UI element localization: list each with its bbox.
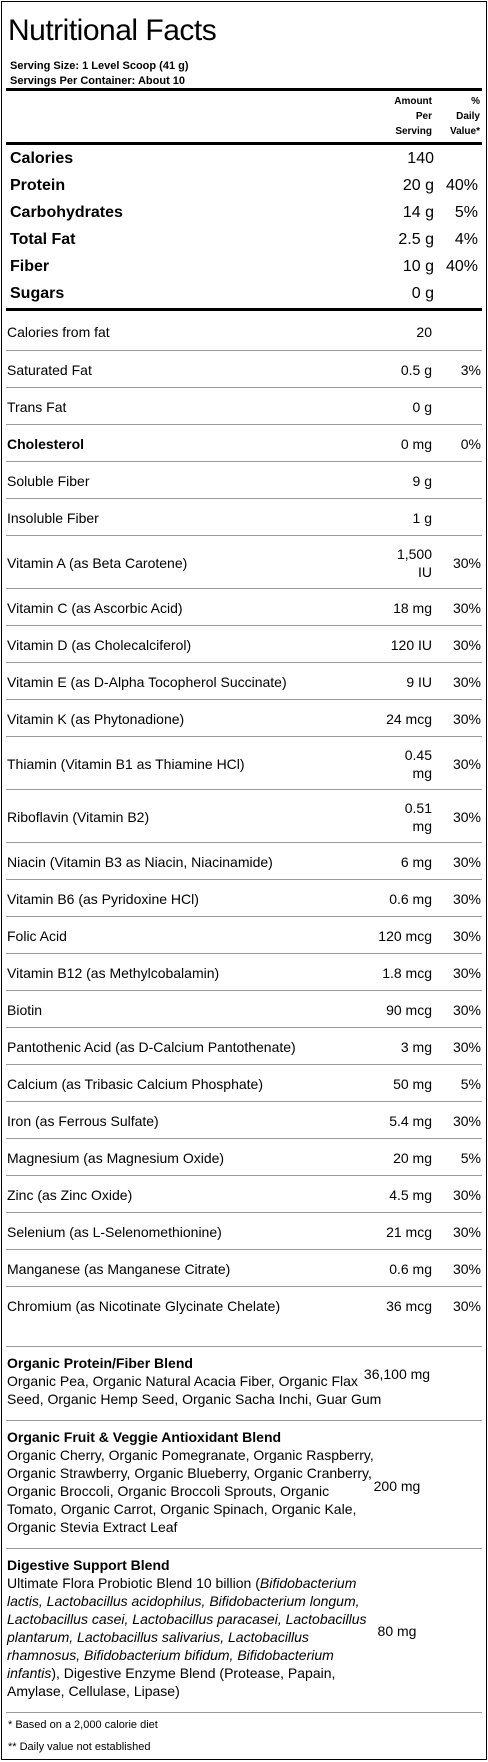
nutrient-daily-value: 3% xyxy=(460,362,481,378)
blend-ingredients xyxy=(7,1446,387,1536)
amount-per-serving-header xyxy=(372,94,432,139)
macro-row xyxy=(6,201,482,228)
nutrient-row xyxy=(6,535,482,589)
blend-italic-text: rhamnosus, Bifidobacterium bifidum, Bifidobacterium xyxy=(7,1647,334,1663)
nutrient-daily-value: 30% xyxy=(452,600,481,616)
macro-label: Fiber xyxy=(10,258,50,275)
nutrient-amount: 9 g xyxy=(412,473,432,489)
nutrient-label: Iron (as Ferrous Sulfate) xyxy=(7,1113,159,1129)
nutrient-amount: 4.5 mg xyxy=(389,1187,432,1203)
nutrient-label: Soluble Fiber xyxy=(7,473,90,489)
macro-amount: 20 g xyxy=(402,177,434,194)
nutrient-amount: 0 mg xyxy=(400,436,432,452)
nutrient-amount: 0.6 mg xyxy=(389,1261,432,1277)
nutrient-row xyxy=(6,1027,482,1065)
blend-ingredient-line xyxy=(7,1574,387,1592)
nutrient-row xyxy=(6,498,482,536)
nutrient-row xyxy=(6,1175,482,1213)
nutrient-label: Zinc (as Zinc Oxide) xyxy=(7,1187,133,1203)
nutrient-label: Vitamin K (as Phytonadione) xyxy=(7,711,185,727)
nutrient-label: Folic Acid xyxy=(7,928,67,944)
nutrient-amount-unit: mg xyxy=(412,765,432,781)
nutrient-daily-value: 30% xyxy=(452,674,481,690)
blend-text: ), Digestive Enzyme Blend (Protease, Papain, xyxy=(51,1665,336,1681)
nutrient-daily-value: 30% xyxy=(452,1298,481,1314)
nutrient-label: Selenium (as L-Selenomethionine) xyxy=(7,1224,222,1240)
nutrient-label: Vitamin D (as Cholecalciferol) xyxy=(7,637,192,653)
macro-row xyxy=(6,174,482,201)
nutrient-daily-value: 5% xyxy=(460,1076,481,1092)
nutrient-daily-value: 30% xyxy=(452,1039,481,1055)
blend-ingredient-line: Organic Broccoli, Organic Broccoli Sprouts, Organic xyxy=(7,1483,330,1499)
nutrient-row xyxy=(6,789,482,843)
nutrient-row xyxy=(6,842,482,880)
nutrient-row xyxy=(6,736,482,790)
nutrient-row xyxy=(6,662,482,700)
footnote: * Based on a 2,000 calorie diet xyxy=(8,1719,158,1731)
footnote-divider xyxy=(6,1712,482,1713)
nutrient-daily-value: 5% xyxy=(460,1150,481,1166)
nutrient-amount: 120 mcg xyxy=(378,928,432,944)
nutrient-label: Insoluble Fiber xyxy=(7,510,99,526)
macro-row xyxy=(6,282,482,309)
blend-italic-text: Bifidobacterium xyxy=(259,1575,357,1591)
macro-label: Calories xyxy=(10,150,74,167)
nutrient-amount: 5.4 mg xyxy=(389,1113,432,1129)
blend-italic-text: Lactobacillus casei, Lactobacillus paracasei, Lactobacillus xyxy=(7,1611,367,1627)
nutrient-label: Vitamin B6 (as Pyridoxine HCl) xyxy=(7,891,199,907)
macro-label: Sugars xyxy=(10,285,65,302)
blend-row xyxy=(6,1420,482,1549)
thick-divider-header xyxy=(6,142,482,145)
dv-header-line: % xyxy=(471,96,480,107)
nutrient-row xyxy=(6,699,482,737)
nutrient-amount: 0 g xyxy=(412,399,432,415)
nutrient-amount: 120 IU xyxy=(390,637,432,653)
panel-title: Nutritional Facts xyxy=(8,14,217,47)
nutrient-daily-value: 30% xyxy=(452,711,481,727)
nutrient-label: Pantothenic Acid (as D-Calcium Pantothenate) xyxy=(7,1039,296,1055)
nutrient-label: Vitamin B12 (as Methylcobalamin) xyxy=(7,965,220,981)
nutrient-daily-value: 30% xyxy=(452,1113,481,1129)
nutrient-amount-unit: mg xyxy=(412,818,432,834)
amount-header-line: Serving xyxy=(395,126,432,137)
nutrient-amount: 36 mcg xyxy=(386,1298,432,1314)
blend-ingredient-line: Organic Cherry, Organic Pomegranate, Organic Raspberry, xyxy=(7,1447,374,1463)
nutrient-row xyxy=(6,387,482,425)
blend-text: Ultimate Flora Probiotic Blend 10 billion ( xyxy=(7,1575,260,1591)
macro-label: Carbohydrates xyxy=(10,204,123,221)
nutrient-row xyxy=(6,879,482,917)
nutrient-label: Thiamin (Vitamin B1 as Thiamine HCl) xyxy=(7,756,245,772)
nutrient-row xyxy=(6,1286,482,1324)
nutrient-amount: 24 mcg xyxy=(386,711,432,727)
nutrient-row xyxy=(6,916,482,954)
macro-label: Protein xyxy=(10,177,66,194)
serving-size: Serving Size: 1 Level Scoop (41 g) xyxy=(10,60,189,72)
nutrient-daily-value: 30% xyxy=(452,756,481,772)
macro-amount: 140 xyxy=(407,150,434,167)
macro-daily-value: 40% xyxy=(445,258,478,275)
macro-row xyxy=(6,147,482,174)
nutrient-row xyxy=(6,1064,482,1102)
thick-divider-macros xyxy=(6,308,482,311)
macro-row xyxy=(6,228,482,255)
blend-amount: 80 mg xyxy=(377,1623,417,1639)
blend-ingredient-line xyxy=(7,1610,387,1628)
nutrient-label: Riboflavin (Vitamin B2) xyxy=(7,809,150,825)
macro-amount: 2.5 g xyxy=(398,231,434,248)
nutrient-label: Manganese (as Manganese Citrate) xyxy=(7,1261,231,1277)
nutrient-label: Trans Fat xyxy=(7,399,67,415)
nutrient-amount: 1.8 mcg xyxy=(382,965,432,981)
nutrient-daily-value: 0% xyxy=(460,436,481,452)
nutrient-label: Vitamin C (as Ascorbic Acid) xyxy=(7,600,183,616)
nutrient-amount: 20 xyxy=(416,324,432,340)
nutrient-label: Vitamin A (as Beta Carotene) xyxy=(7,555,188,571)
nutrient-row xyxy=(6,588,482,626)
blend-ingredient-line: Organic Stevia Extract Leaf xyxy=(7,1519,178,1535)
nutrient-amount: 50 mg xyxy=(393,1076,432,1092)
dv-header-line: Daily xyxy=(456,111,480,122)
nutrient-label: Chromium (as Nicotinate Glycinate Chelate) xyxy=(7,1298,281,1314)
nutrient-daily-value: 30% xyxy=(452,965,481,981)
daily-value-header xyxy=(440,94,480,139)
blend-ingredient-line: Organic Pea, Organic Natural Acacia Fiber, Organic Flax xyxy=(7,1373,358,1389)
blend-ingredients xyxy=(7,1574,387,1700)
nutrient-daily-value: 30% xyxy=(452,854,481,870)
blend-amount: 200 mg xyxy=(373,1478,421,1494)
blend-ingredient-line xyxy=(7,1646,387,1664)
blend-ingredient-line: Organic Strawberry, Organic Blueberry, Organic Cranberry, xyxy=(7,1465,372,1481)
nutrient-amount: 3 mg xyxy=(400,1039,432,1055)
nutrient-row xyxy=(6,625,482,663)
nutrient-daily-value: 30% xyxy=(452,1224,481,1240)
blend-name: Organic Fruit & Veggie Antioxidant Blend xyxy=(7,1429,282,1445)
nutrient-row xyxy=(6,1249,482,1287)
nutrient-label: Saturated Fat xyxy=(7,362,92,378)
thick-divider-top xyxy=(6,88,482,91)
blend-amount: 36,100 mg xyxy=(363,1366,431,1382)
nutrient-amount: 20 mg xyxy=(393,1150,432,1166)
amount-header-line: Per xyxy=(415,111,432,122)
nutrient-amount-unit: IU xyxy=(418,564,432,580)
blend-name: Organic Protein/Fiber Blend xyxy=(7,1355,193,1371)
nutrition-facts-panel xyxy=(1,1,487,1760)
nutrient-amount-value: 0.45 xyxy=(404,747,432,763)
nutrient-amount xyxy=(352,545,432,581)
blend-ingredient-line: Amylase, Cellulase, Lipase) xyxy=(7,1683,180,1699)
blend-ingredient-line xyxy=(7,1664,387,1682)
blend-ingredient-line: Tomato, Organic Carrot, Organic Spinach, Organic Kale, xyxy=(7,1501,357,1517)
blend-ingredients xyxy=(7,1372,387,1408)
nutrient-row xyxy=(6,953,482,991)
macro-daily-value: 40% xyxy=(445,177,478,194)
macro-daily-value: 4% xyxy=(454,231,478,248)
blend-ingredient-line xyxy=(7,1592,387,1610)
nutrient-label: Calories from fat xyxy=(7,324,110,340)
macro-label: Total Fat xyxy=(10,231,76,248)
nutrient-label: Cholesterol xyxy=(7,436,85,452)
nutrient-row xyxy=(6,424,482,462)
blend-italic-text: plantarum, Lactobacillus salivarius, Lactobacillus xyxy=(7,1629,309,1645)
blend-italic-text: infantis xyxy=(7,1665,52,1681)
nutrient-label: Magnesium (as Magnesium Oxide) xyxy=(7,1150,225,1166)
nutrient-row xyxy=(6,350,482,388)
blend-row xyxy=(6,1346,482,1421)
nutrient-daily-value: 30% xyxy=(452,809,481,825)
dv-header-line: Value* xyxy=(449,126,480,137)
nutrient-row xyxy=(6,1212,482,1250)
nutrient-label: Vitamin E (as D-Alpha Tocopherol Succinate) xyxy=(7,674,287,690)
servings-per-container: Servings Per Container: About 10 xyxy=(10,75,186,87)
macro-amount: 0 g xyxy=(411,285,434,302)
nutrient-amount xyxy=(352,746,432,782)
blend-italic-text: lactis, Lactobacillus acidophilus, Bifidobacterium longum, xyxy=(7,1593,360,1609)
nutrient-daily-value: 30% xyxy=(452,637,481,653)
nutrient-amount: 0.6 mg xyxy=(389,891,432,907)
nutrient-daily-value: 30% xyxy=(452,1261,481,1277)
nutrient-daily-value: 30% xyxy=(452,928,481,944)
macro-amount: 14 g xyxy=(402,204,434,221)
blend-name: Digestive Support Blend xyxy=(7,1557,170,1573)
nutrient-row xyxy=(6,1101,482,1139)
nutrient-label: Calcium (as Tribasic Calcium Phosphate) xyxy=(7,1076,263,1092)
macro-amount: 10 g xyxy=(402,258,434,275)
nutrient-row xyxy=(6,461,482,499)
blend-ingredient-line: Seed, Organic Hemp Seed, Organic Sacha Inchi, Guar Gum xyxy=(7,1391,382,1407)
nutrient-daily-value: 30% xyxy=(452,1002,481,1018)
nutrient-amount: 18 mg xyxy=(393,600,432,616)
nutrient-amount: 1 g xyxy=(412,510,432,526)
nutrient-amount-value: 0.51 xyxy=(404,800,432,816)
amount-header-line: Amount xyxy=(394,96,432,107)
nutrient-daily-value: 30% xyxy=(452,891,481,907)
nutrient-amount: 21 mcg xyxy=(386,1224,432,1240)
nutrient-label: Biotin xyxy=(7,1002,43,1018)
nutrient-label: Niacin (Vitamin B3 as Niacin, Niacinamide) xyxy=(7,854,273,870)
blend-ingredient-line xyxy=(7,1628,387,1646)
nutrient-amount-value: 1,500 xyxy=(396,546,432,562)
nutrient-daily-value: 30% xyxy=(452,555,481,571)
nutrient-row xyxy=(6,1138,482,1176)
macro-daily-value: 5% xyxy=(454,204,478,221)
nutrient-daily-value: 30% xyxy=(452,1187,481,1203)
nutrient-amount: 6 mg xyxy=(400,854,432,870)
nutrient-row xyxy=(6,313,482,350)
nutrient-row xyxy=(6,990,482,1028)
nutrient-amount: 0.5 g xyxy=(400,362,432,378)
macro-row xyxy=(6,255,482,282)
nutrient-amount: 90 mcg xyxy=(386,1002,432,1018)
footnote: ** Daily value not established xyxy=(8,1741,151,1753)
nutrient-amount xyxy=(352,799,432,835)
nutrient-amount: 9 IU xyxy=(406,674,432,690)
blend-row xyxy=(6,1548,482,1713)
